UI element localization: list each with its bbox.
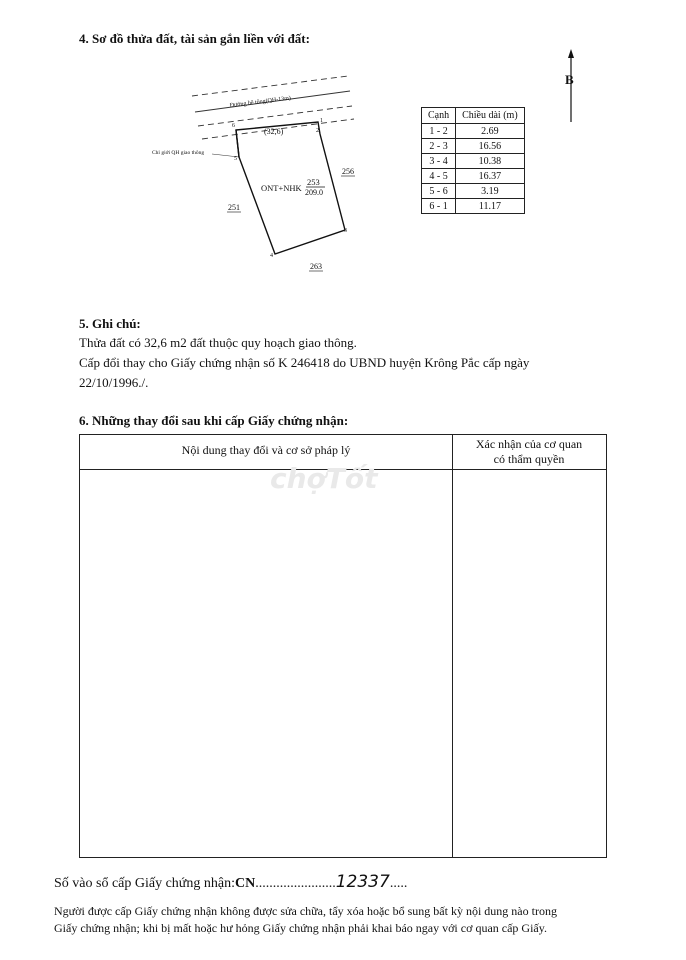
road-edge-line [192, 76, 348, 96]
road-edge-line-2 [198, 106, 352, 126]
area-top: (32,6) [264, 127, 284, 136]
table-header-canh: Cạnh [422, 108, 456, 124]
vertex-1: 1 [320, 118, 323, 124]
north-arrow-icon [558, 48, 586, 126]
table-cell: 3.19 [456, 184, 525, 199]
table-row [422, 169, 525, 184]
vertex-2: 2 [316, 128, 319, 134]
vertex-3: 3 [344, 228, 347, 234]
table-cell: 1 - 2 [422, 124, 456, 139]
parcel-diagram [140, 74, 400, 279]
table-cell: 4 - 5 [422, 169, 456, 184]
parcel-number: 253 [307, 177, 320, 187]
table-row [422, 154, 525, 169]
table-cell: 16.37 [456, 169, 525, 184]
table-cell: 2.69 [456, 124, 525, 139]
table-row [422, 199, 525, 214]
confirmation-line-1: Xác nhận của cơ quan [475, 437, 583, 451]
neighbor-left: 251 [228, 203, 240, 212]
registry-prefix: CN [235, 876, 256, 891]
vertex-6: 6 [232, 123, 235, 129]
side-length-table [421, 107, 525, 214]
table-cell: 2 - 3 [422, 139, 456, 154]
table-cell: 3 - 4 [422, 154, 456, 169]
boundary-label: Chỉ giới QH giao thông [152, 150, 205, 156]
table-cell: 16.56 [456, 139, 525, 154]
confirmation-line-2: có thẩm quyền [493, 452, 565, 466]
neighbor-right: 256 [342, 167, 354, 176]
note-line-3: 22/10/1996./. [79, 375, 149, 390]
table-cell: 11.17 [456, 199, 525, 214]
registry-number: 12337 [335, 872, 390, 892]
section-4-title: 4. Sơ đồ thửa đất, tài sản gắn liền với đất: [79, 31, 310, 46]
footer-note-1: Người được cấp Giấy chứng nhận không được sửa chữa, tẩy xóa hoặc bổ sung bất kỳ nội dung nào trong [54, 904, 557, 918]
land-type: ONT+NHK [261, 183, 302, 193]
north-label: B [565, 72, 574, 87]
registry-label: Số vào sổ cấp Giấy chứng nhận: [54, 876, 235, 891]
parcel-area: 209.0 [305, 188, 323, 197]
footer-note-2: Giấy chứng nhận; khi bị mất hoặc hư hỏng Giấy chứng nhận phải khai báo ngay với cơ quan cấp Giấy. [54, 921, 547, 935]
changes-table [79, 434, 607, 858]
table-row [422, 139, 525, 154]
road-label: Đường bê tông(QH-13m) [229, 95, 292, 109]
registry-entry: Số vào sổ cấp Giấy chứng nhận:CN.......................12337..... [54, 872, 408, 892]
table-header-length: Chiều dài (m) [456, 108, 525, 124]
table-cell: 5 - 6 [422, 184, 456, 199]
watermark: chợTốt [270, 462, 378, 495]
neighbor-bottom: 263 [310, 262, 322, 271]
changes-col-confirmation [452, 437, 606, 467]
note-line-1: Thửa đất có 32,6 m2 đất thuộc quy hoạch giao thông. [79, 335, 357, 350]
changes-col-content: Nội dung thay đổi và cơ sở pháp lý [181, 443, 351, 457]
table-row [422, 184, 525, 199]
note-line-2: Cấp đổi thay cho Giấy chứng nhận số K 246418 do UBND huyện Krông Pắc cấp ngày [79, 355, 530, 370]
vertex-4: 4 [270, 253, 273, 259]
section-6-title: 6. Những thay đổi sau khi cấp Giấy chứng nhận: [79, 413, 349, 428]
vertex-5: 5 [234, 156, 237, 162]
table-row [422, 124, 525, 139]
section-5-title: 5. Ghi chú: [79, 316, 141, 331]
table-cell: 6 - 1 [422, 199, 456, 214]
table-cell: 10.38 [456, 154, 525, 169]
